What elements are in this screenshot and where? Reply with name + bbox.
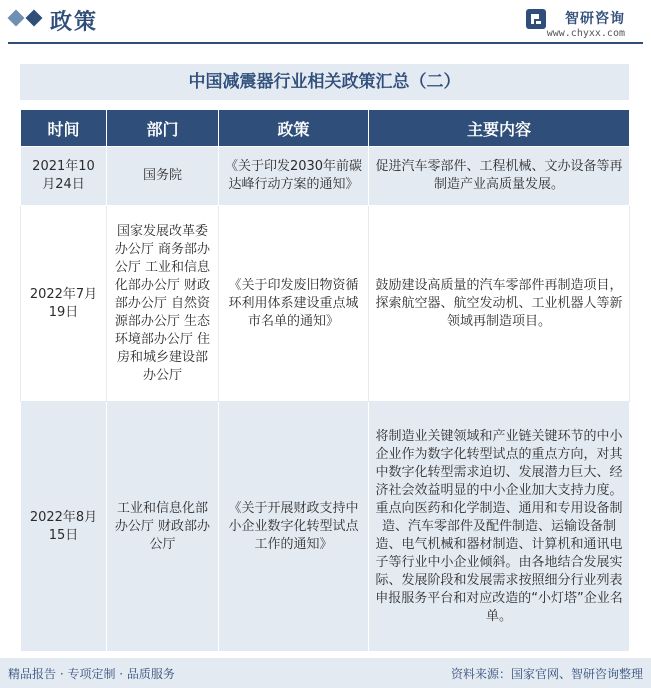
table-row xyxy=(21,206,630,402)
cell-policy: 《关于开展财政支持中小企业数字化转型试点工作的通知》 xyxy=(219,402,369,652)
column-header-policy: 政策 xyxy=(219,110,369,147)
cell-time: 2021年10月24日 xyxy=(21,147,107,206)
cell-department: 工业和信息化部办公厅 财政部办公厅 xyxy=(107,402,219,652)
chyxx-logo-icon xyxy=(525,8,547,30)
column-header-content: 主要内容 xyxy=(369,110,630,147)
cell-department: 国务院 xyxy=(107,147,219,206)
cell-content: 鼓励建设高质量的汽车零部件再制造项目，探索航空器、航空发动机、工业机器人等新领域再制造项目。 xyxy=(369,206,630,402)
cell-policy: 《关于印发废旧物资循环利用体系建设重点城市名单的通知》 xyxy=(219,206,369,402)
footer-source: 资料来源：国家官网、智研咨询整理 xyxy=(450,667,643,681)
logo-name: 智研咨询 xyxy=(565,11,625,27)
cell-department: 国家发展改革委办公厅 商务部办公厅 工业和信息化部办公厅 财政部办公厅 自然资源部办公厅 生态环境部办公厅 住房和城乡建设部办公厅 xyxy=(107,206,219,402)
page-footer xyxy=(0,658,651,688)
header-divider xyxy=(8,42,643,44)
cell-time: 2022年7月19日 xyxy=(21,206,107,402)
cell-policy: 《关于印发2030年前碳达峰行动方案的通知》 xyxy=(219,147,369,206)
double-diamond-icon xyxy=(8,10,48,28)
cell-time: 2022年8月15日 xyxy=(21,402,107,652)
table-header-row xyxy=(21,110,630,147)
cell-content: 将制造业关键领域和产业链关键环节的中小企业作为数字化转型试点的重点方向，对其中数字化转型需求迫切、发展潜力巨大、经济社会效益明显的中小企业加大支持力度。重点向医药和化学制造、通用和专用设备制造、汽车零部件及配件制造、运输设备制造、电气机械和器材制造、计算机和通讯电子等行业中小企业倾斜。由各地结合发展实际、发展阶段和发展需求按照细分行业列表申报服务平台和对应改造的“小灯塔”企业名单。 xyxy=(369,402,630,652)
cell-content: 促进汽车零部件、工程机械、文办设备等再制造产业高质量发展。 xyxy=(369,147,630,206)
column-header-time: 时间 xyxy=(21,110,107,147)
column-header-department: 部门 xyxy=(107,110,219,147)
table-title: 中国减震器行业相关政策汇总（二） xyxy=(20,64,629,100)
policy-table xyxy=(20,109,630,652)
brand-logo xyxy=(457,6,637,42)
table-row xyxy=(21,147,630,206)
logo-url: www.chyxx.com xyxy=(546,28,625,39)
section-header xyxy=(0,0,651,44)
table-row xyxy=(21,402,630,652)
footer-slogan: 精品报告 · 专项定制 · 品质服务 xyxy=(8,667,175,681)
section-title: 政策 xyxy=(50,10,99,35)
